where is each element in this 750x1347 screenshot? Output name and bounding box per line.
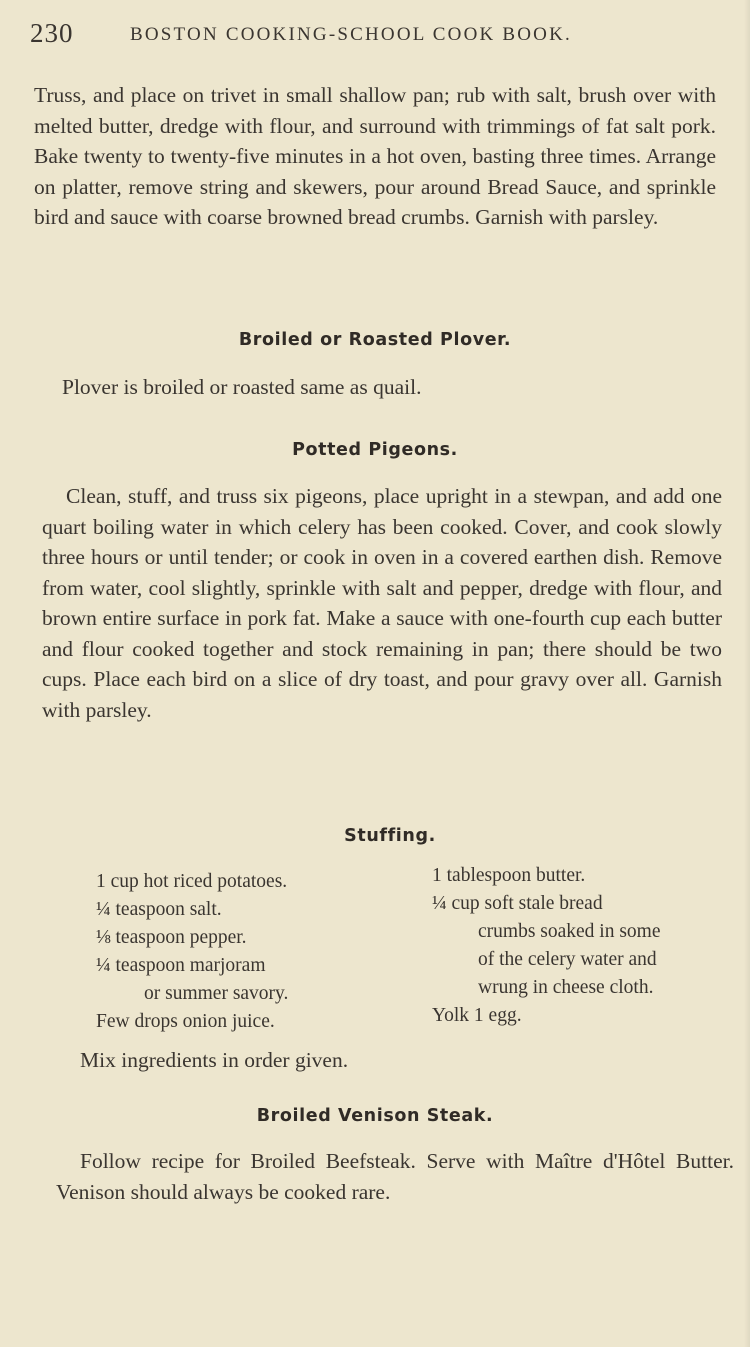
venison-paragraph: [56, 1146, 734, 1207]
page-number: 230: [30, 18, 74, 48]
quail-continuation-text: Truss, and place on trivet in small shallow pan; rub with salt, brush over with melted butter, dredge with flour, and surround with trimmings of fat salt pork. Bake twenty to twenty-five minutes in a hot oven, basting three times. Arrange on platter, remove string and skewers, pour around Bread Sauce, and sprinkle bird and sauce with coarse browned bread crumbs. Garnish with parsley.: [34, 83, 716, 229]
pigeons-paragraph: [42, 481, 722, 725]
page-edge-shadow: [744, 0, 750, 1347]
ingredient-item: ¼ teaspoon salt.: [96, 899, 222, 920]
venison-title: Broiled Venison Steak.: [256, 1106, 494, 1126]
quail-continuation-paragraph: [34, 80, 716, 233]
ingredient-item: of the celery water and: [478, 949, 657, 970]
pigeons-text: Clean, stuff, and truss six pigeons, place upright in a stewpan, and add one quart boiling water in which celery has been cooked. Cover, and cook slowly three hours or until tender; or cook in oven in a covered earthen dish. Remove from water, cool slightly, sprinkle with salt and pepper, dredge with flour, and brown entire surface in pork fat. Make a sauce with one-fourth cup each butter and flour cooked together and stock remaining in pan; there should be two cups. Place each bird on a slice of dry toast, and pour gravy over all. Garnish with parsley.: [42, 484, 722, 722]
ingredient-item: Yolk 1 egg.: [432, 1005, 522, 1026]
ingredient-item: 1 cup hot riced potatoes.: [96, 871, 288, 892]
stuffing-title: Stuffing.: [344, 826, 436, 846]
stuffing-ingredients-right: [432, 862, 661, 1030]
ingredient-item: or summer savory.: [144, 983, 289, 1004]
ingredient-item: crumbs soaked in some: [478, 921, 661, 942]
ingredient-item: ⅛ teaspoon pepper.: [96, 927, 247, 948]
ingredient-item: ¼ teaspoon marjoram: [96, 955, 266, 976]
stuffing-instruction: Mix ingredients in order given.: [80, 1048, 349, 1072]
pigeons-title: Potted Pigeons.: [292, 440, 458, 460]
page-header: [30, 18, 720, 52]
ingredient-item: wrung in cheese cloth.: [478, 977, 654, 998]
plover-paragraph: [62, 372, 722, 403]
venison-text: Follow recipe for Broiled Beefsteak. Serve with Maître d'Hôtel Butter. Venison should always be cooked rare.: [56, 1149, 734, 1204]
plover-text: Plover is broiled or roasted same as quail.: [62, 375, 422, 399]
ingredient-item: ¼ cup soft stale bread: [432, 893, 603, 914]
ingredient-item: 1 tablespoon butter.: [432, 865, 586, 886]
plover-title: Broiled or Roasted Plover.: [238, 330, 512, 350]
running-head: BOSTON COOKING-SCHOOL COOK BOOK.: [130, 24, 572, 45]
ingredient-item: Few drops onion juice.: [96, 1011, 275, 1032]
stuffing-ingredients-left: [96, 868, 288, 1036]
